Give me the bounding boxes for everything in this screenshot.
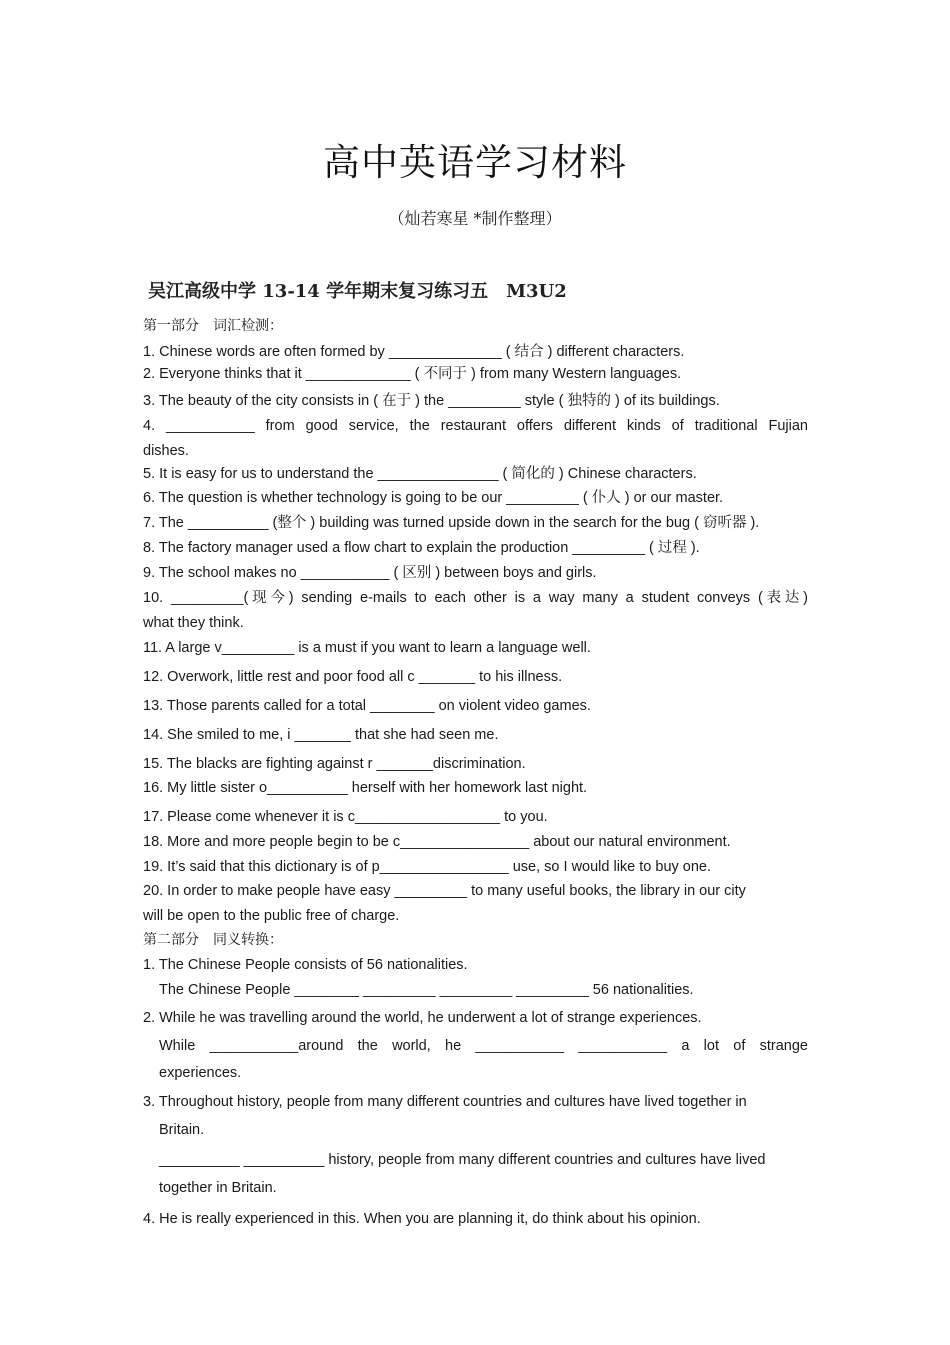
question-10-cont: what they think. xyxy=(143,615,244,631)
transform-1: 1. The Chinese People consists of 56 nationalities. xyxy=(143,957,468,973)
question-6: 6. The question is whether technology is going to be our _________ ( 仆人 ) or our master. xyxy=(143,490,724,506)
transform-4: 4. He is really experienced in this. When you are planning it, do think about his opinion. xyxy=(143,1211,701,1227)
section-1-heading: 第一部分 词汇检测： xyxy=(143,318,283,334)
transform-2-answer: While ___________around the world, he ___________ ___________ a lot of strange xyxy=(159,1038,808,1054)
page-title: 高中英语学习材料 xyxy=(323,141,627,184)
question-18: 18. More and more people begin to be c________________ about our natural environment. xyxy=(143,834,731,850)
question-13: 13. Those parents called for a total ________ on violent video games. xyxy=(143,698,591,714)
question-17: 17. Please come whenever it is c__________________ to you. xyxy=(143,809,548,825)
page-subtitle: （灿若寒星 *制作整理） xyxy=(388,209,562,228)
transform-2: 2. While he was travelling around the world, he underwent a lot of strange experiences. xyxy=(143,1010,702,1026)
section-2-heading: 第二部分 同义转换： xyxy=(143,932,283,948)
question-20-cont: will be open to the public free of charge. xyxy=(143,908,400,924)
question-9: 9. The school makes no ___________ ( 区别 ) between boys and girls. xyxy=(143,565,597,581)
question-3: 3. The beauty of the city consists in ( 在于 ) the _________ style ( 独特的 ) of its buildings. xyxy=(143,393,720,409)
transform-2-answer-cont: experiences. xyxy=(159,1065,242,1081)
question-15: 15. The blacks are fighting against r _______discrimination. xyxy=(143,756,526,772)
question-20: 20. In order to make people have easy _________ to many useful books, the library in our city xyxy=(143,883,746,899)
question-1: 1. Chinese words are often formed by ______________ ( 结合 ) different characters. xyxy=(143,344,685,360)
question-10: 10. _________(现今) sending e-mails to each other is a way many a student conveys (表达) xyxy=(143,590,808,606)
transform-1-answer: The Chinese People ________ _________ _________ _________ 56 nationalities. xyxy=(159,982,694,998)
question-2: 2. Everyone thinks that it _____________ ( 不同于 ) from many Western languages. xyxy=(143,366,682,382)
transform-3-answer-cont: together in Britain. xyxy=(159,1180,277,1196)
question-8: 8. The factory manager used a flow chart to explain the production _________ ( 过程 ). xyxy=(143,540,700,556)
question-7: 7. The __________ (整个 ) building was turned upside down in the search for the bug ( 窃听器 ). xyxy=(143,515,760,531)
question-11: 11. A large v_________ is a must if you want to learn a language well. xyxy=(143,640,591,656)
transform-3-answer: __________ __________ history, people from many different countries and cultures have lived xyxy=(159,1152,766,1168)
transform-3-cont: Britain. xyxy=(159,1122,205,1138)
question-4: 4. ___________ from good service, the restaurant offers different kinds of traditional Fujian xyxy=(143,418,808,434)
question-12: 12. Overwork, little rest and poor food all c _______ to his illness. xyxy=(143,669,563,685)
question-19: 19. It’s said that this dictionary is of p________________ use, so I would like to buy one. xyxy=(143,859,712,875)
question-5: 5. It is easy for us to understand the _______________ ( 简化的 ) Chinese characters. xyxy=(143,466,697,482)
question-16: 16. My little sister o__________ herself with her homework last night. xyxy=(143,780,588,796)
question-14: 14. She smiled to me, i _______ that she had seen me. xyxy=(143,727,499,743)
transform-3: 3. Throughout history, people from many different countries and cultures have lived together in xyxy=(143,1094,747,1110)
question-4-cont: dishes. xyxy=(143,443,189,459)
exercise-title: 吴江高级中学 13-14 学年期末复习练习五 M3U2 xyxy=(148,281,567,302)
